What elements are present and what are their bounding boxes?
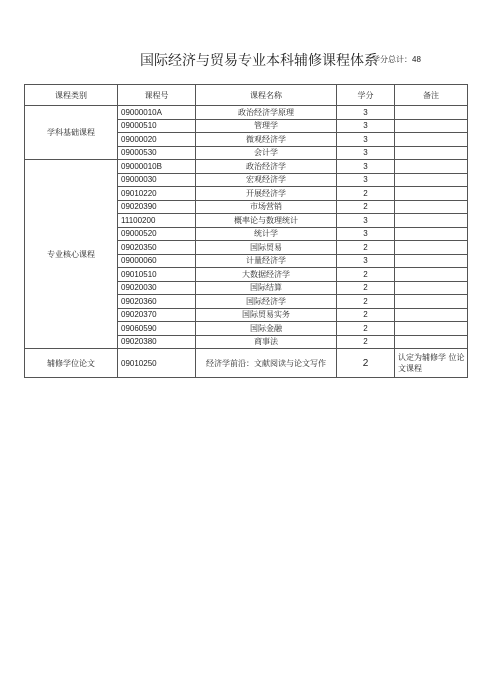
code-cell: 09000530 bbox=[118, 146, 196, 160]
code-cell: 09060590 bbox=[118, 322, 196, 336]
curriculum-table bbox=[24, 84, 468, 378]
remark-cell bbox=[395, 322, 468, 336]
remark-cell bbox=[395, 187, 468, 201]
credit-cell: 3 bbox=[337, 106, 395, 120]
code-cell: 09000060 bbox=[118, 254, 196, 268]
name-cell: 政治经济学 bbox=[196, 160, 337, 174]
credit-cell: 3 bbox=[337, 254, 395, 268]
credit-cell: 2 bbox=[337, 308, 395, 322]
credit-cell: 2 bbox=[337, 349, 395, 378]
credit-cell: 3 bbox=[337, 146, 395, 160]
thesis-row bbox=[25, 349, 468, 378]
remark-cell bbox=[395, 335, 468, 349]
name-cell: 经济学前沿：文献阅读与论文写作 bbox=[196, 349, 337, 378]
name-cell: 国际贸易实务 bbox=[196, 308, 337, 322]
table-body bbox=[25, 106, 468, 378]
name-cell: 商事法 bbox=[196, 335, 337, 349]
code-cell: 09020370 bbox=[118, 308, 196, 322]
header-remark: 备注 bbox=[395, 85, 468, 106]
page-title: 国际经济与贸易专业本科辅修课程体系 bbox=[140, 53, 378, 69]
name-cell: 计量经济学 bbox=[196, 254, 337, 268]
name-cell: 宏观经济学 bbox=[196, 173, 337, 187]
name-cell: 政治经济学原理 bbox=[196, 106, 337, 120]
name-cell: 市场营销 bbox=[196, 200, 337, 214]
name-cell: 概率论与数理统计 bbox=[196, 214, 337, 228]
code-cell: 09000520 bbox=[118, 227, 196, 241]
credit-cell: 2 bbox=[337, 187, 395, 201]
code-cell: 09020360 bbox=[118, 295, 196, 309]
remark-cell bbox=[395, 227, 468, 241]
code-cell: 11100200 bbox=[118, 214, 196, 228]
name-cell: 国际经济学 bbox=[196, 295, 337, 309]
name-cell: 管理学 bbox=[196, 119, 337, 133]
code-cell: 09000510 bbox=[118, 119, 196, 133]
credit-cell: 3 bbox=[337, 160, 395, 174]
remark-cell bbox=[395, 308, 468, 322]
code-cell: 09000010B bbox=[118, 160, 196, 174]
credit-cell: 3 bbox=[337, 133, 395, 147]
remark-cell bbox=[395, 106, 468, 120]
header-code: 课程号 bbox=[118, 85, 196, 106]
category-cell: 专业核心课程 bbox=[25, 160, 118, 349]
remark-cell bbox=[395, 119, 468, 133]
code-cell: 09020380 bbox=[118, 335, 196, 349]
remark-cell bbox=[395, 146, 468, 160]
credit-cell: 2 bbox=[337, 335, 395, 349]
table-header-row bbox=[25, 85, 468, 106]
remark-cell bbox=[395, 200, 468, 214]
code-cell: 09010220 bbox=[118, 187, 196, 201]
credit-cell: 2 bbox=[337, 295, 395, 309]
credit-cell: 3 bbox=[337, 214, 395, 228]
credit-cell: 3 bbox=[337, 173, 395, 187]
credit-cell: 2 bbox=[337, 200, 395, 214]
table-row bbox=[25, 106, 468, 120]
credit-cell: 3 bbox=[337, 227, 395, 241]
code-cell: 09000030 bbox=[118, 173, 196, 187]
name-cell: 大数据经济学 bbox=[196, 268, 337, 282]
total-credits bbox=[372, 54, 421, 65]
code-cell: 09000010A bbox=[118, 106, 196, 120]
code-cell: 09020030 bbox=[118, 281, 196, 295]
remark-cell bbox=[395, 241, 468, 255]
remark-cell bbox=[395, 295, 468, 309]
remark-cell bbox=[395, 281, 468, 295]
code-cell: 09020390 bbox=[118, 200, 196, 214]
name-cell: 统计学 bbox=[196, 227, 337, 241]
header-name: 课程名称 bbox=[196, 85, 337, 106]
code-cell: 09010250 bbox=[118, 349, 196, 378]
name-cell: 微观经济学 bbox=[196, 133, 337, 147]
remark-cell bbox=[395, 160, 468, 174]
table-row bbox=[25, 160, 468, 174]
code-cell: 09020350 bbox=[118, 241, 196, 255]
category-cell: 学科基础课程 bbox=[25, 106, 118, 160]
name-cell: 会计学 bbox=[196, 146, 337, 160]
code-cell: 09000020 bbox=[118, 133, 196, 147]
remark-cell bbox=[395, 254, 468, 268]
credit-cell: 2 bbox=[337, 281, 395, 295]
name-cell: 国际金融 bbox=[196, 322, 337, 336]
header-category: 课程类别 bbox=[25, 85, 118, 106]
remark-cell bbox=[395, 173, 468, 187]
name-cell: 国际贸易 bbox=[196, 241, 337, 255]
credit-cell: 2 bbox=[337, 268, 395, 282]
credit-cell: 2 bbox=[337, 322, 395, 336]
name-cell: 国际结算 bbox=[196, 281, 337, 295]
total-credits-value: 48 bbox=[412, 55, 421, 64]
credit-cell: 3 bbox=[337, 119, 395, 133]
code-cell: 09010510 bbox=[118, 268, 196, 282]
category-cell: 辅修学位论文 bbox=[25, 349, 118, 378]
header-credit: 学分 bbox=[337, 85, 395, 106]
remark-cell: 认定为辅修学 位论文课程 bbox=[395, 349, 468, 378]
total-credits-label: 学分总计： bbox=[372, 55, 412, 64]
name-cell: 开展经济学 bbox=[196, 187, 337, 201]
remark-cell bbox=[395, 214, 468, 228]
remark-cell bbox=[395, 268, 468, 282]
credit-cell: 2 bbox=[337, 241, 395, 255]
remark-cell bbox=[395, 133, 468, 147]
